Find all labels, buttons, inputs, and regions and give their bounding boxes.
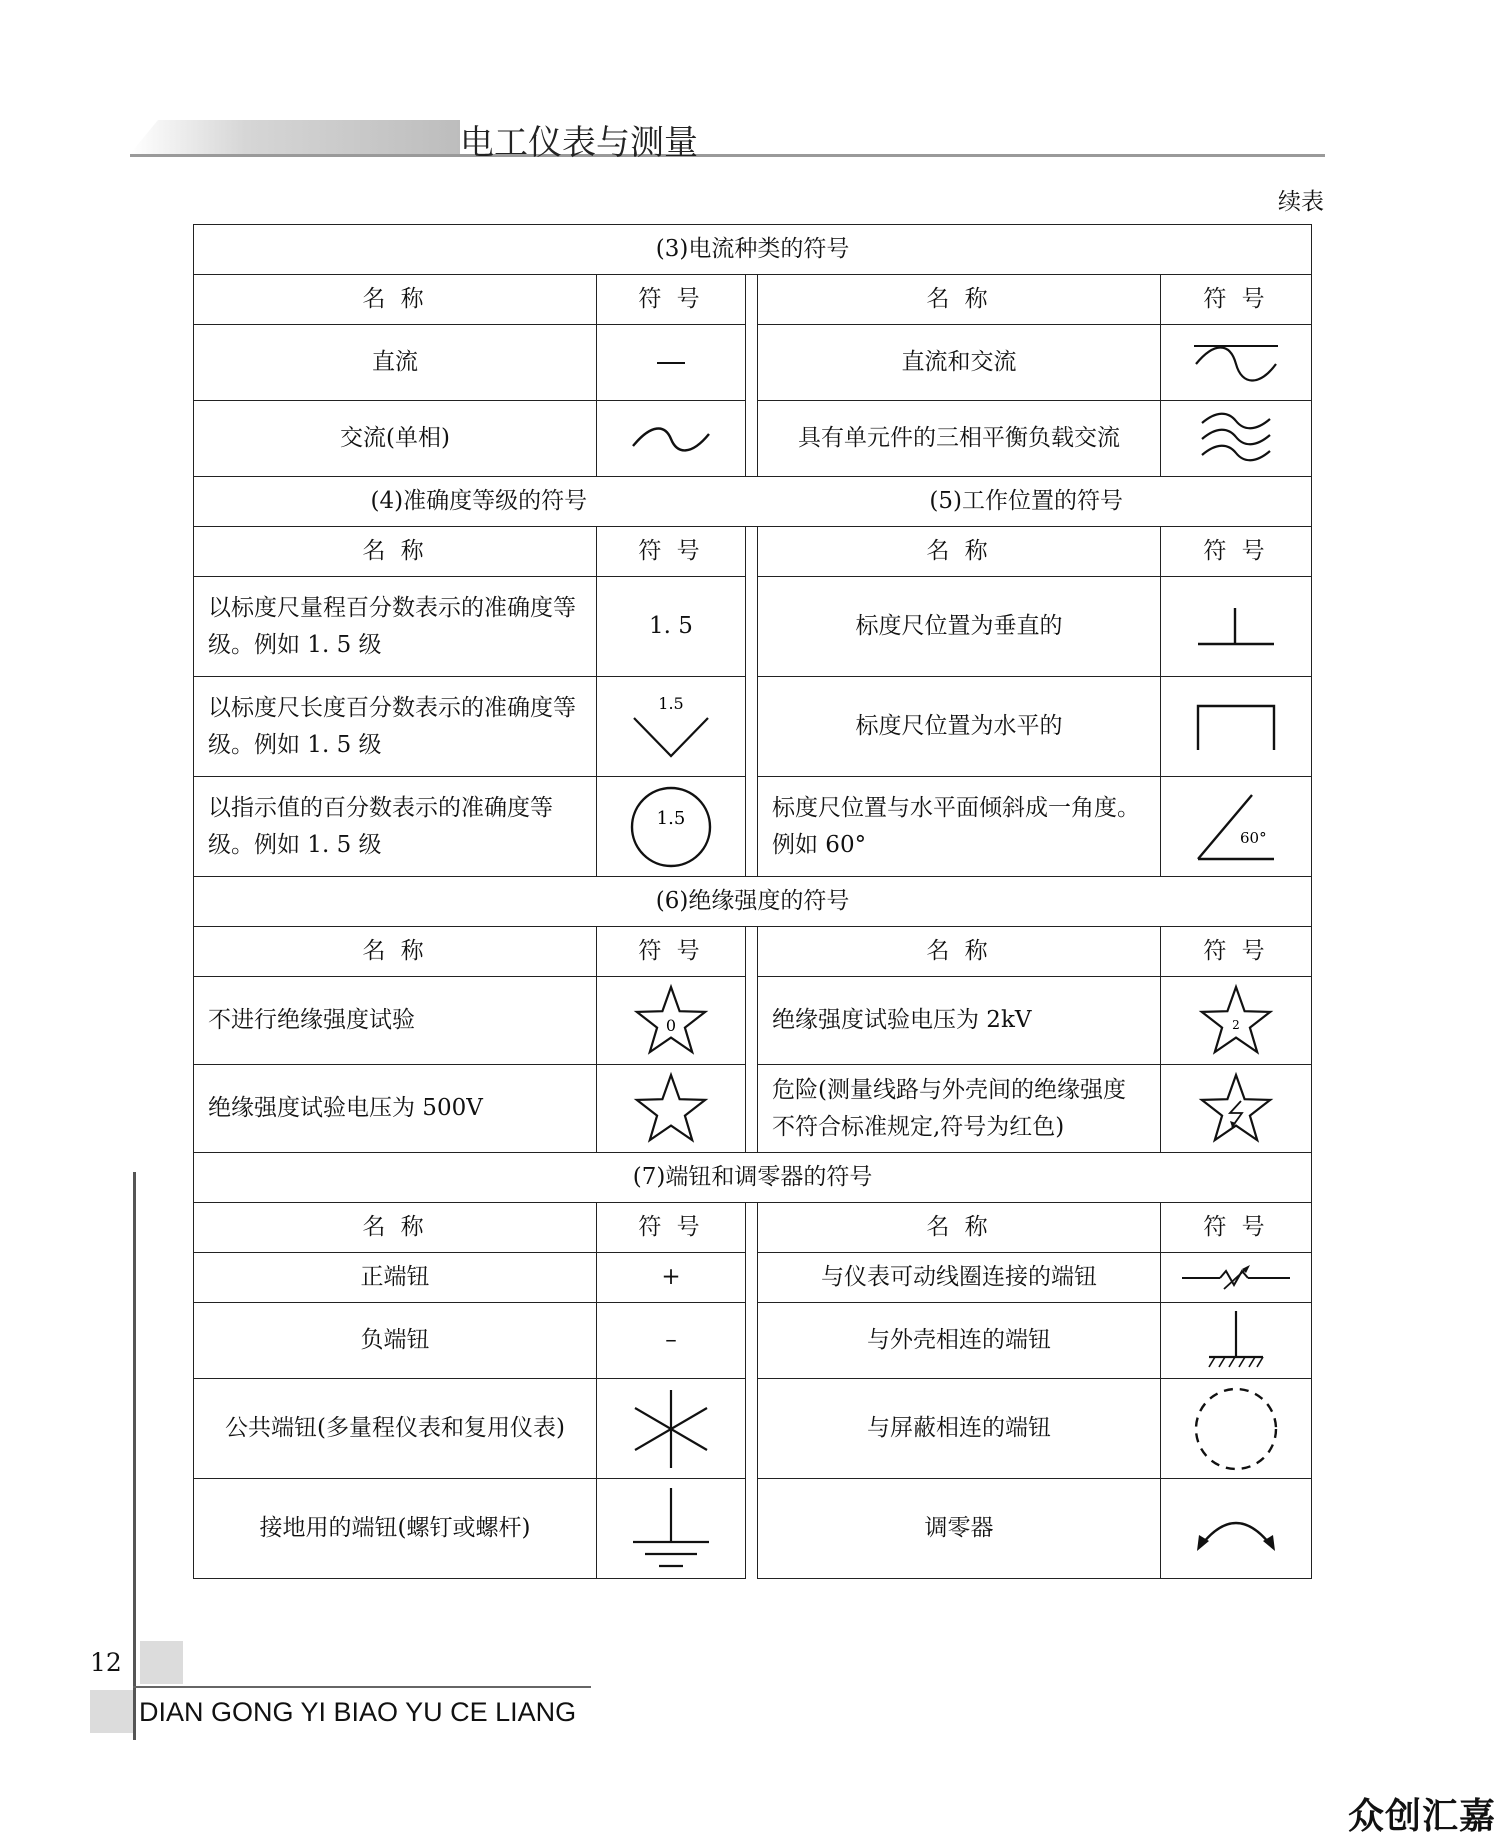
row-name: 正端钮: [194, 1253, 597, 1303]
row-name: 标度尺位置与水平面倾斜成一角度。例如 60°: [758, 777, 1161, 877]
watermark: 众创汇嘉: [1348, 1796, 1497, 1837]
table-row: [194, 1065, 1312, 1153]
row-name: 具有单元件的三相平衡负载交流: [758, 401, 1161, 477]
footer-block: [90, 1690, 133, 1733]
shield-terminal-symbol: [1161, 1379, 1312, 1479]
symbol-header: 符 号: [597, 527, 746, 577]
section-3-title: (3)电流种类的符号: [194, 225, 1312, 275]
star-2kv-symbol: [1161, 977, 1312, 1065]
name-header: 名 称: [758, 1203, 1161, 1253]
row-name: 标度尺位置为水平的: [758, 677, 1161, 777]
symbol-header: 符 号: [597, 1203, 746, 1253]
symbol-header: 符 号: [597, 275, 746, 325]
horizontal-position-symbol: [1161, 677, 1312, 777]
star-zero-symbol: [597, 977, 746, 1065]
row-name: 接地用的端钮(螺钉或螺杆): [194, 1479, 597, 1579]
symbol-table: [193, 224, 1312, 1579]
name-header: 名 称: [194, 527, 597, 577]
table-row: [194, 401, 1312, 477]
section-5-title: (5)工作位置的符号: [929, 488, 1123, 515]
table-row: [194, 1379, 1312, 1479]
accuracy-range-symbol: 1. 5: [597, 577, 746, 677]
row-name: 直流: [194, 325, 597, 401]
symbol-header: 符 号: [1161, 275, 1312, 325]
row-name: 危险(测量线路与外壳间的绝缘强度不符合标准规定,符号为红色): [758, 1065, 1161, 1153]
header-rule: [130, 154, 1325, 157]
inclined-position-symbol: [1161, 777, 1312, 877]
inclined-angle-value: 60°: [1240, 828, 1267, 847]
row-name: 绝缘强度试验电压为 500V: [194, 1065, 597, 1153]
table-row: [194, 977, 1312, 1065]
footer-vertical-bar: [133, 1172, 136, 1740]
row-name: 绝缘强度试验电压为 2kV: [758, 977, 1161, 1065]
accuracy-length-value: 1.5: [658, 693, 684, 713]
row-name: 与仪表可动线圈连接的端钮: [758, 1253, 1161, 1303]
row-name: 直流和交流: [758, 325, 1161, 401]
symbol-header: 符 号: [1161, 1203, 1312, 1253]
star-zero-value: 0: [665, 1015, 677, 1035]
symbol-header: 符 号: [597, 927, 746, 977]
common-terminal-symbol: [597, 1379, 746, 1479]
page-number: 12: [90, 1648, 122, 1677]
name-header: 名 称: [194, 275, 597, 325]
row-name: 不进行绝缘强度试验: [194, 977, 597, 1065]
dc-ac-symbol: [1161, 325, 1312, 401]
footer-rule: [133, 1686, 591, 1688]
footer-pinyin: DIAN GONG YI BIAO YU CE LIANG: [139, 1697, 577, 1727]
table-row: [194, 677, 1312, 777]
accuracy-indicated-value: 1.5: [656, 807, 686, 829]
ac-symbol: [597, 401, 746, 477]
table-row: [194, 1303, 1312, 1379]
row-name: 负端钮: [194, 1303, 597, 1379]
moving-coil-terminal-symbol: [1161, 1253, 1312, 1303]
section-6-title: (6)绝缘强度的符号: [194, 877, 1312, 927]
table-row: [194, 1479, 1312, 1579]
header-row: [194, 527, 1312, 577]
accuracy-length-symbol: [597, 677, 746, 777]
name-header: 名 称: [758, 527, 1161, 577]
header-band: [130, 120, 460, 154]
vertical-position-symbol: [1161, 577, 1312, 677]
three-phase-ac-symbol: [1161, 401, 1312, 477]
row-name: 公共端钮(多量程仪表和复用仪表): [194, 1379, 597, 1479]
table-row: [194, 777, 1312, 877]
name-header: 名 称: [758, 927, 1161, 977]
section-7-title: (7)端钮和调零器的符号: [194, 1153, 1312, 1203]
star-500v-symbol: [597, 1065, 746, 1153]
symbol-header: 符 号: [1161, 927, 1312, 977]
table-row: [194, 1253, 1312, 1303]
zero-adjuster-symbol: [1161, 1479, 1312, 1579]
row-name: 与外壳相连的端钮: [758, 1303, 1161, 1379]
ground-terminal-symbol: [597, 1479, 746, 1579]
row-name: 调零器: [758, 1479, 1161, 1579]
row-name: 以指示值的百分数表示的准确度等级。例如 1. 5 级: [194, 777, 597, 877]
row-name: 标度尺位置为垂直的: [758, 577, 1161, 677]
dc-symbol: [597, 325, 746, 401]
table-row: [194, 325, 1312, 401]
header-row: [194, 927, 1312, 977]
header-row: [194, 275, 1312, 325]
negative-terminal-symbol: –: [597, 1303, 746, 1379]
section-4-5-title: [194, 477, 1312, 527]
star-2kv-value: 2: [1232, 1017, 1240, 1032]
section-4-title: (4)准确度等级的符号: [370, 488, 588, 515]
header-row: [194, 1203, 1312, 1253]
footer-block: [140, 1641, 183, 1684]
positive-terminal-symbol: +: [597, 1253, 746, 1303]
continued-label: 续表: [1278, 189, 1324, 215]
row-name: 以标度尺长度百分数表示的准确度等级。例如 1. 5 级: [194, 677, 597, 777]
accuracy-indicated-symbol: [597, 777, 746, 877]
danger-star-symbol: [1161, 1065, 1312, 1153]
name-header: 名 称: [194, 927, 597, 977]
table-row: [194, 577, 1312, 677]
row-name: 以标度尺量程百分数表示的准确度等级。例如 1. 5 级: [194, 577, 597, 677]
name-header: 名 称: [758, 275, 1161, 325]
row-name: 交流(单相): [194, 401, 597, 477]
row-name: 与屏蔽相连的端钮: [758, 1379, 1161, 1479]
page-title: 电工仪表与测量: [460, 123, 698, 163]
chassis-terminal-symbol: [1161, 1303, 1312, 1379]
symbol-header: 符 号: [1161, 527, 1312, 577]
name-header: 名 称: [194, 1203, 597, 1253]
